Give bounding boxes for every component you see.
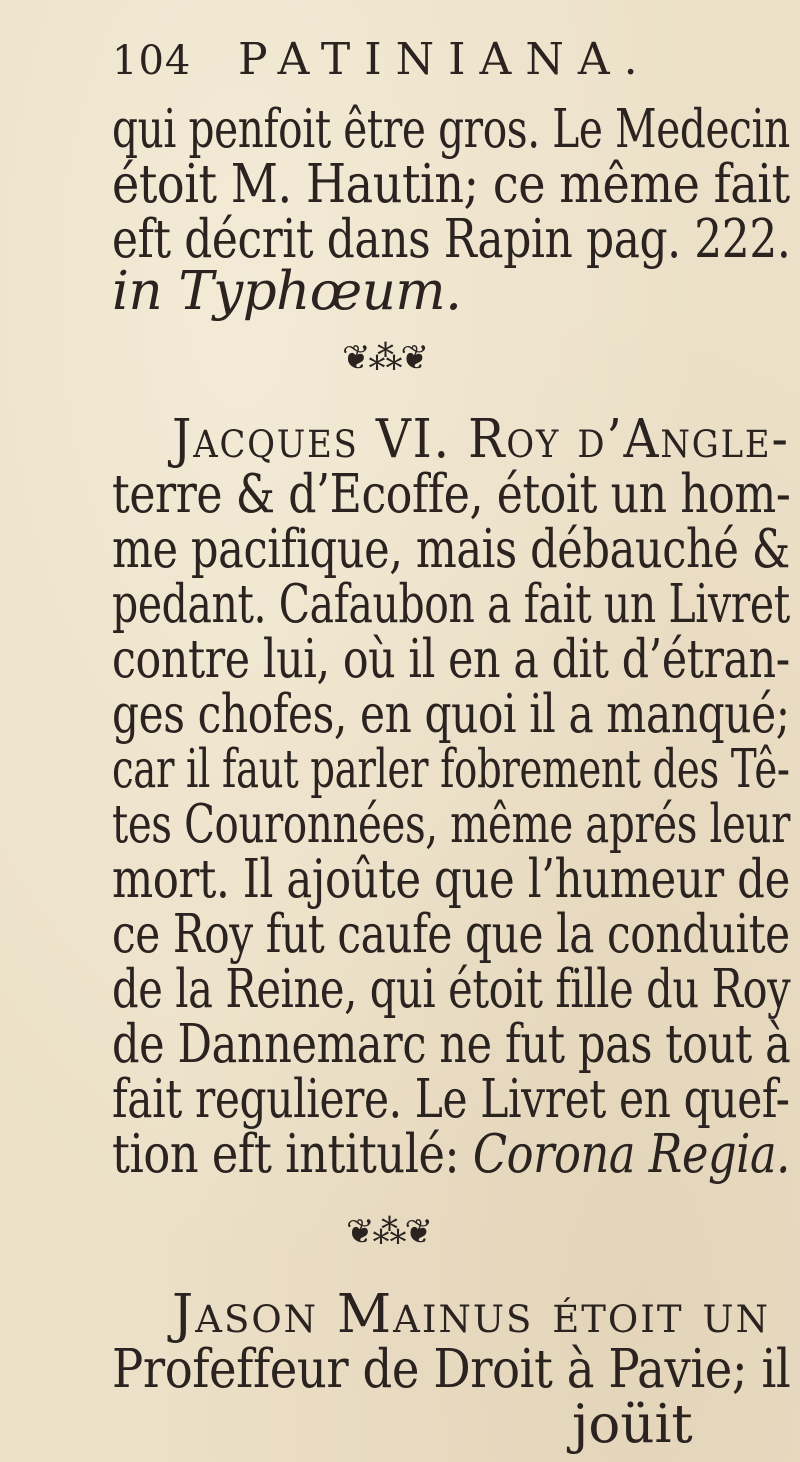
text-line: me pacifique, mais débauché &: [112, 519, 790, 580]
text-line: in Typhœum.: [112, 261, 462, 322]
entry-heading-line: Jacques VI. Roy d’Angle-: [172, 409, 790, 470]
text-line: Profeffeur de Droit à Pavie; il: [112, 1339, 791, 1400]
fleuron-ornament-icon: ❦⁂❦: [342, 338, 427, 378]
text-line: eft décrit dans Rapin pag. 222.: [112, 209, 791, 270]
text-line: car il faut parler fobrement des Tê-: [112, 739, 790, 800]
text-line: [112, 1125, 790, 1185]
entry-heading-line: Jason Mainus étoit un: [172, 1284, 770, 1345]
text-line: mort. Il ajoûte que l’humeur de: [112, 849, 790, 910]
page-header: [112, 34, 672, 98]
text-segment: tion eft intitulé:: [112, 1124, 473, 1185]
page-number: 104: [112, 38, 192, 84]
text-line: tes Couronnées, même aprés leur: [112, 794, 791, 855]
text-line: terre & d’Ecoffe, étoit un hom-: [112, 464, 791, 525]
text-line: de Dannemarc ne fut pas tout à: [112, 1014, 791, 1075]
text-line: ce Roy fut caufe que la conduite: [112, 904, 790, 965]
text-line: qui penfoit être gros. Le Medecin: [112, 99, 790, 160]
text-line: fait reguliere. Le Livret en quef-: [112, 1069, 790, 1130]
text-line: contre lui, où il en a dit d’étran-: [112, 629, 790, 690]
text-line: ges chofes, en quoi il a manqué;: [112, 684, 790, 745]
text-line: étoit M. Hautin; ce même fait: [112, 154, 790, 215]
fleuron-ornament-icon: ❦⁂❦: [346, 1212, 431, 1252]
text-line: pedant. Cafaubon a fait un Livret: [112, 574, 790, 635]
catchword: joüit: [572, 1394, 693, 1455]
book-title-italic: Corona Regia.: [472, 1124, 790, 1185]
running-title: PATINIANA.: [238, 34, 652, 85]
text-line: de la Reine, qui étoit fille du Roy: [112, 959, 791, 1020]
